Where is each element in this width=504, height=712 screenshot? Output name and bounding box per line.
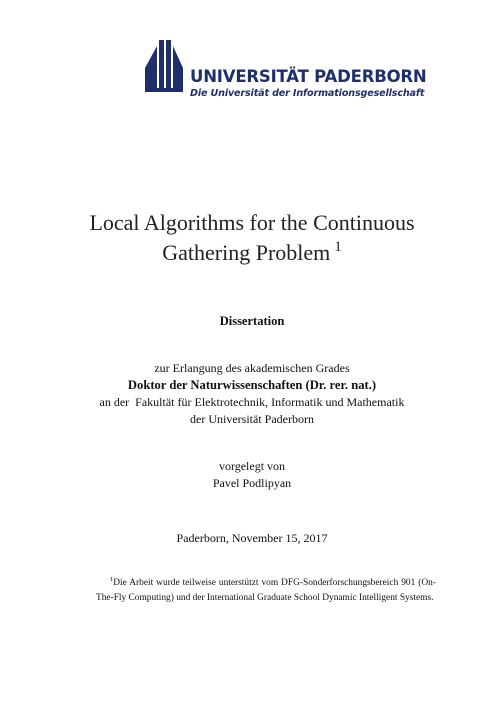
degree-statement (0, 360, 504, 428)
title-footnote-marker: 1 (334, 239, 342, 255)
presented-by (0, 458, 504, 492)
degree-line-1: zur Erlangung des akademischen Grades (154, 361, 350, 375)
document-type: Dissertation (219, 314, 285, 328)
degree-university: der Universität Paderborn (190, 412, 314, 426)
degree-title: Doktor der Naturwissenschaften (Dr. rer. nat.) (127, 378, 377, 392)
degree-faculty: an der Fakultät für Elektrotechnik, Informatik und Mathematik (99, 395, 405, 409)
footnote-marker: 1 (110, 576, 114, 583)
title-line-2 (0, 238, 504, 268)
title-line-2-text: Gathering Problem (162, 240, 331, 265)
footnote-text: Die Arbeit wurde teilweise unterstützt vom DFG-Sonderforschungsbereich 901 (On-The-Fly Computing) und der International Graduate School Dynamic Intelligent Systems. (96, 578, 436, 603)
presented-label: vorgelegt von (218, 459, 286, 473)
place-and-date: Paderborn, November 15, 2017 (176, 531, 328, 545)
paderborn-university-mark-icon (142, 38, 186, 94)
thesis-title (0, 208, 504, 268)
title-line-1: Local Algorithms for the Continuous (89, 210, 415, 235)
university-tagline: Die Universität der Informationsgesellschaft (190, 88, 425, 99)
footnote (96, 576, 436, 605)
author-name: Pavel Podlipyan (212, 476, 292, 490)
university-name: UNIVERSITÄT PADERBORN (190, 67, 427, 86)
university-logo (142, 38, 427, 104)
